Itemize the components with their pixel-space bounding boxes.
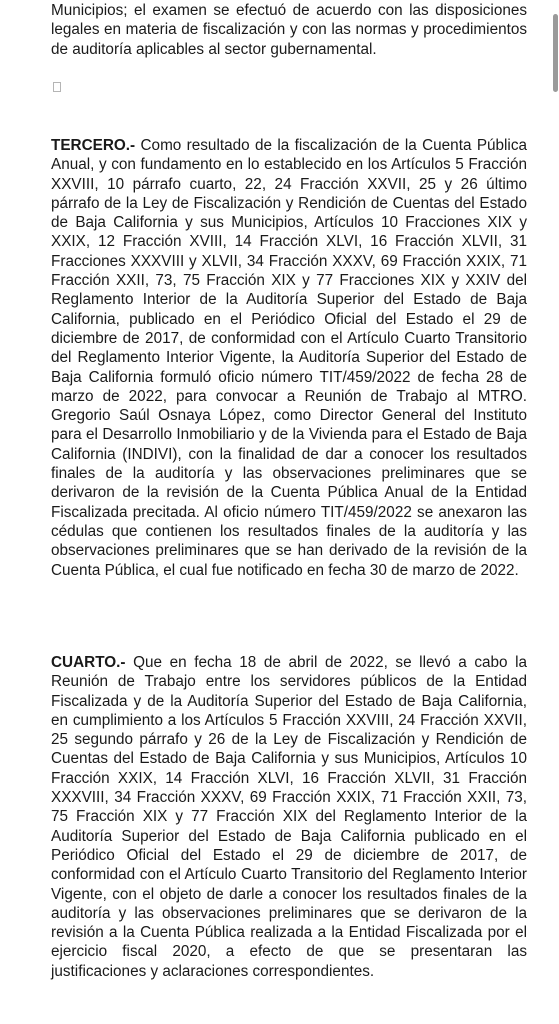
cuarto-body [51,653,527,981]
empty-checkbox-icon [53,82,61,92]
cuarto-text: Que en fecha 18 de abril de 2022, se llevó a cabo la Reunión de Trabajo entre los servidores públicos de la Entidad Fiscalizada y de la Auditoría Superior del Estado de Baja California, en cumplimiento a los Artículos 5 Fracción XXVIII, 24 Fracción XXVII, 25 segundo párrafo y 26 de la Ley de Fiscalización y Rendición de Cuentas del Estado de Baja California y sus Municipios, Artículos 10 Fracción XXIX, 14 Fracción XLVI, 16 Fracción XLVII, 31 Fracción XXXVIII, 34 Fracción XXXV, 69 Fracción XXIX, 71 Fracción XXII, 73, 75 Fracción XIX y 77 Fracción XIX del Reglamento Interior de la Auditoría Superior del Estado de Baja California publicado en el Periódico Oficial del Estado el 29 de diciembre de 2017, de conformidad con el Artículo Cuarto Transitorio del Reglamento Interior Vigente, con el objeto de darle a conocer los resultados finales de la auditoría y las observaciones preliminares que se derivaron de la revisión a la Cuenta Pública realizada a la Entidad Fiscalizada por el ejercicio fiscal 2020, a efecto de que se presentaran las justificaciones y aclaraciones correspondientes. [51,654,527,980]
tercero-paragraph [51,136,527,580]
vertical-scrollbar[interactable] [550,0,559,1024]
intro-paragraph [51,1,527,59]
cuarto-heading: CUARTO.- [51,654,126,671]
tercero-body [51,136,527,580]
tercero-text: Como resultado de la fiscalización de la Cuenta Pública Anual, y con fundamento en lo establecido en los Artículos 5 Fracción XXVIII, 10 párrafo cuarto, 22, 24 Fracción XXVII, 25 y 26 último párrafo de la Ley de Fiscalización y Rendición de Cuentas del Estado de Baja California y sus Municipios, Artículos 10 Fracciones XIX y XXIX, 12 Fracción XVIII, 14 Fracción XLVI, 16 Fracción XLVII, 31 Fracciones XXXVIII y XLVII, 34 Fracción XXXV, 69 Fracción XXIX, 71 Fracción XXII, 73, 75 Fracción XIX y 77 Fracciones XIX y XXIV del Reglamento Interior de la Auditoría Superior del Estado de Baja California, publicado en el Periódico Oficial del Estado el 29 de diciembre de 2017, de conformidad con el Artículo Cuarto Transitorio del Reglamento Interior Vigente, la Auditoría Superior del Estado de Baja California formuló oficio número TIT/459/2022 de fecha 28 de marzo de 2022, para convocar a Reunión de Trabajo al MTRO. Gregorio Saúl Osnaya López, como Director General del Instituto para el Desarrollo Inmobiliario y de la Vivienda para el Estado de Baja California (INDIVI), con la finalidad de dar a conocer los resultados finales de la auditoría y las observaciones preliminares que se derivaron de la revisión de la Cuenta Pública Anual de la Entidad Fiscalizada precitada. Al oficio número TIT/459/2022 se anexaron las cédulas que contienen los resultados finales de la auditoría y las observaciones preliminares que se han derivado de la revisión de la Cuenta Pública, el cual fue notificado en fecha 30 de marzo de 2022. [51,137,527,579]
tercero-heading: TERCERO.- [51,137,136,154]
scrollbar-thumb[interactable] [553,14,558,92]
cuarto-paragraph [51,653,527,981]
intro-text: Municipios; el examen se efectuó de acuerdo con las disposiciones legales en materia de fiscalización y con las normas y procedimientos de auditoría aplicables al sector gubernamental. [51,2,527,58]
